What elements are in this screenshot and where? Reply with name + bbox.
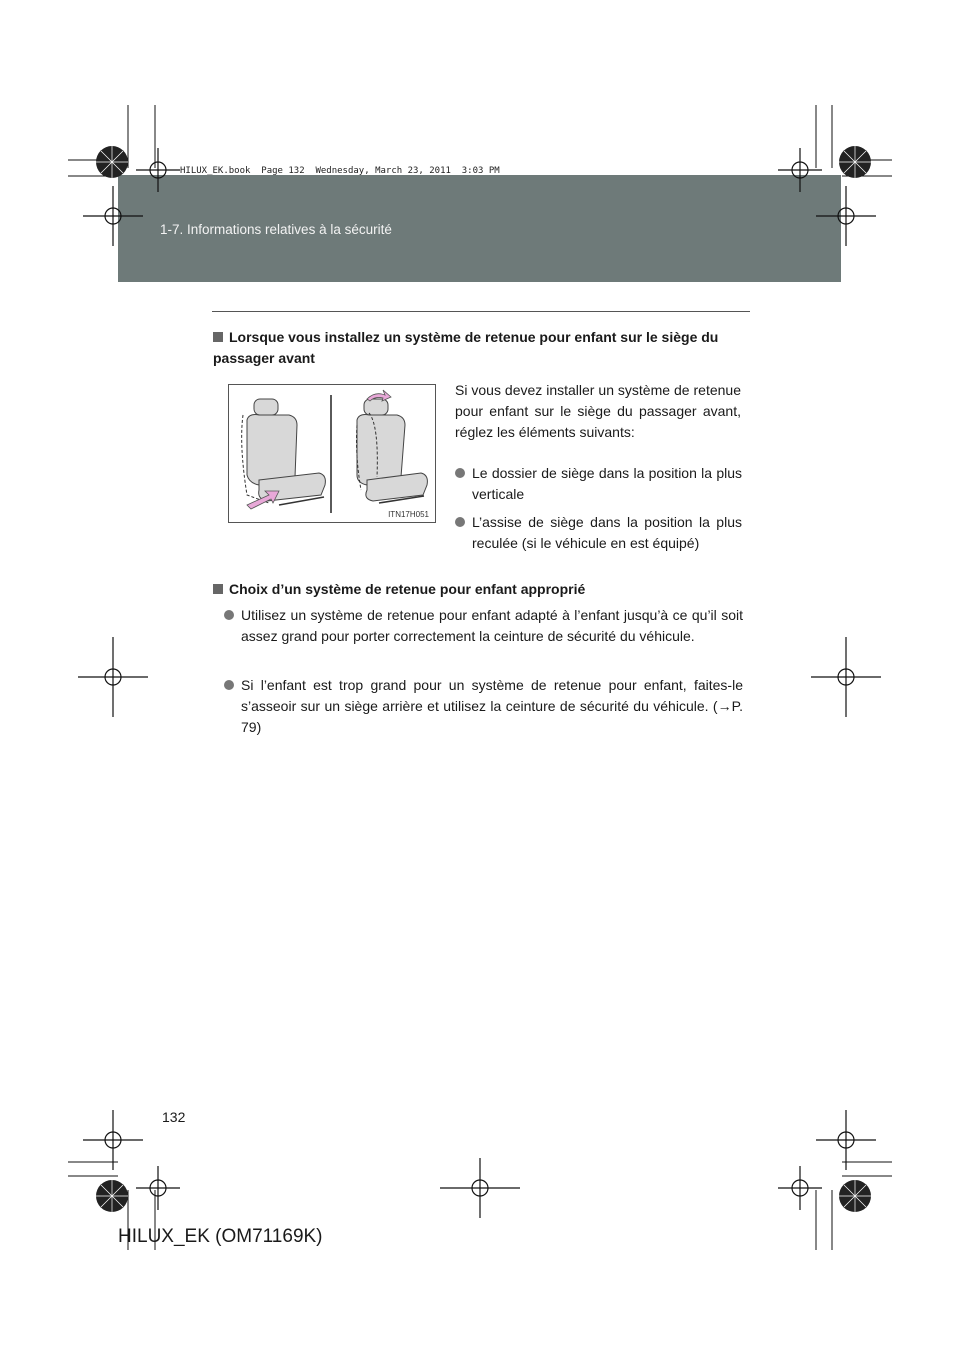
bullet-dot-icon bbox=[224, 680, 234, 690]
bullet-text: Utilisez un système de retenue pour enfant adapté à l’enfant jusqu’à ce qu’il soit assez grand pour porter correctement la ceinture de sécurité du véhicule. bbox=[241, 607, 743, 644]
square-bullet-icon bbox=[213, 584, 223, 594]
list-item bbox=[241, 675, 743, 738]
heading-text: Lorsque vous installez un système de retenue pour enfant sur le siège du passager avant bbox=[213, 329, 719, 366]
bullet-text: Si l’enfant est trop grand pour un système de retenue pour enfant, faites-le s’asseoir sur un siège arrière et utilisez la ceinture de sécurité du véhicule. (→P. 79) bbox=[241, 677, 743, 735]
heading-front-passenger bbox=[213, 327, 753, 369]
heading-choose-restraint bbox=[213, 579, 753, 600]
page-number: 132 bbox=[162, 1109, 186, 1125]
list-item bbox=[241, 605, 743, 647]
bullet-dot-icon bbox=[455, 517, 465, 527]
bullet-dot-icon bbox=[224, 610, 234, 620]
intro-paragraph: Si vous devez installer un système de retenue pour enfant sur le siège du passager avant, réglez les éléments suivants: bbox=[455, 382, 741, 440]
seat-adjustment-illustration bbox=[228, 384, 436, 523]
list-item bbox=[472, 463, 742, 505]
heading-text: Choix d’un système de retenue pour enfant approprié bbox=[229, 581, 586, 597]
list-item bbox=[472, 512, 742, 554]
book-stamp: HILUX_EK.book Page 132 Wednesday, March 23, 2011 3:03 PM bbox=[180, 166, 500, 176]
section-title: 1-7. Informations relatives à la sécurité bbox=[160, 222, 392, 237]
footer-model-code: HILUX_EK (OM71169K) bbox=[118, 1226, 323, 1247]
bullet-text: L’assise de siège dans la position la plus reculée (si le véhicule en est équipé) bbox=[472, 514, 742, 551]
bullet-dot-icon bbox=[455, 468, 465, 478]
square-bullet-icon bbox=[213, 332, 223, 342]
figure-code: ITN17H051 bbox=[388, 510, 429, 519]
bullet-text: Le dossier de siège dans la position la plus verticale bbox=[472, 465, 742, 502]
